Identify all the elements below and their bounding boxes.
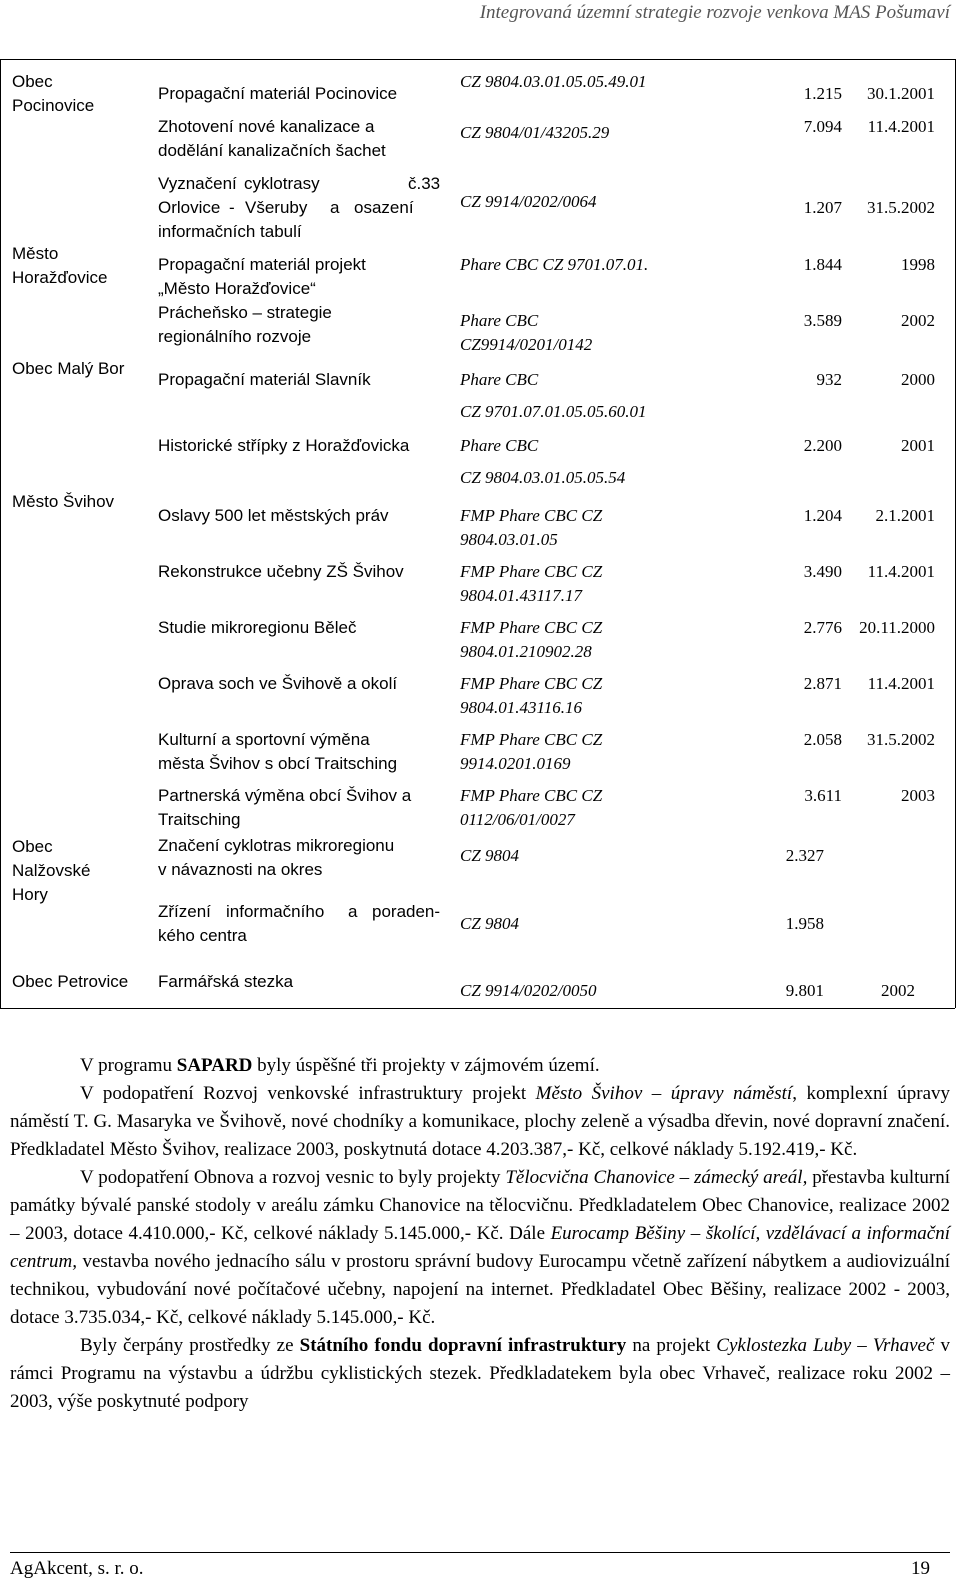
project-name: Propagační materiál projekt xyxy=(158,255,366,274)
project-name: poraden- xyxy=(372,902,441,921)
paragraph: V podopatření Obnova a rozvoj vesnic to byly projekty Tělocvična Chanovice – zámecký areál, přestavba kulturní památky bývalé panské stodoly v areálu zámku Chanovice na tělocvičnu. Předkladatelem Obec Chanovice, realizace 2002 – 2003, dotace 4.410.000,- Kč, celkové náklady 5.145.000,- Kč. Dále Eurocamp Běšiny – školící, vzdělávací a informační centrum, vestavba nového jednacího sálu v prostoru správní budovy Eurocampu včetně zařízení nábytkem a audiovizuální technikou, vybudování nové počítačové učebny, napojení na internet. Předkladatel Obec Běšiny, realizace 2002 - 2003, dotace 3.735.034,- Kč, celkové náklady 5.145.000,- Kč. xyxy=(10,1167,951,1328)
project-name: Oprava soch ve Švihově a okolí xyxy=(158,674,398,693)
project-name: a xyxy=(348,902,358,921)
project-date: 2002 xyxy=(881,981,915,1000)
project-code: Phare CBC xyxy=(460,311,539,330)
project-value: 2.776 xyxy=(803,618,842,637)
project-code: CZ 9914/0202/0064 xyxy=(460,192,597,211)
municipality: Obec xyxy=(12,72,53,91)
project-name: v návaznosti na okres xyxy=(158,860,323,879)
project-value: 3.611 xyxy=(804,786,842,805)
table-bottom-border xyxy=(0,1008,955,1009)
project-value: 1.204 xyxy=(803,506,842,525)
project-value: 1.207 xyxy=(803,198,842,217)
project-name: Zřízení xyxy=(158,902,211,921)
project-name: Propagační materiál Slavník xyxy=(158,370,371,389)
municipality: Obec Petrovice xyxy=(12,972,129,991)
municipality: Hory xyxy=(12,885,48,904)
project-name: Orlovice xyxy=(158,198,221,217)
project-code: CZ 9804 xyxy=(460,914,520,933)
municipality: Město xyxy=(12,244,59,263)
project-date: 2.1.2001 xyxy=(875,506,935,525)
project-code: Phare CBC xyxy=(460,436,539,455)
municipality: Nalžovské xyxy=(12,861,91,880)
body-text xyxy=(10,1052,950,1416)
project-code: CZ 9804.03.01.05.05.54 xyxy=(460,468,626,487)
project-name: Prácheňsko – strategie xyxy=(158,303,332,322)
project-date: 31.5.2002 xyxy=(867,730,935,749)
project-value: 932 xyxy=(816,370,842,389)
project-name: Rekonstrukce učebny ZŠ Švihov xyxy=(158,562,404,581)
project-code: CZ 9804.03.01.05.05.49.01 xyxy=(460,72,647,91)
project-code: FMP Phare CBC CZ xyxy=(460,506,603,525)
municipality: Pocinovice xyxy=(12,96,95,115)
project-code: 0112/06/01/0027 xyxy=(460,810,575,829)
project-value: 1.958 xyxy=(785,914,824,933)
project-code: FMP Phare CBC CZ xyxy=(460,730,603,749)
project-name: - xyxy=(229,198,235,217)
project-name: Historické střípky z Horažďovicka xyxy=(158,436,410,455)
project-value: 3.589 xyxy=(803,311,842,330)
footer-rule xyxy=(10,1552,950,1553)
project-value: 2.871 xyxy=(803,674,842,693)
project-value: 9.801 xyxy=(785,981,824,1000)
municipality: Horažďovice xyxy=(12,268,108,287)
project-name: regionálního rozvoje xyxy=(158,327,312,346)
project-code: 9804.03.01.05 xyxy=(460,530,558,549)
paragraph: V programu SAPARD byly úspěšné tři projekty v zájmovém území. xyxy=(80,1055,600,1076)
project-name: Všeruby xyxy=(245,198,308,217)
project-name: kého centra xyxy=(158,926,247,945)
project-name: Oslavy 500 let městských práv xyxy=(158,506,389,525)
project-code: CZ 9914/0202/0050 xyxy=(460,981,597,1000)
project-code: 9804.01.43117.17 xyxy=(460,586,582,605)
project-code: CZ 9701.07.01.05.05.60.01 xyxy=(460,402,647,421)
project-code: Phare CBC xyxy=(460,370,539,389)
project-date: 11.4.2001 xyxy=(867,562,935,581)
project-name: a xyxy=(330,198,340,217)
project-value: 2.058 xyxy=(803,730,842,749)
project-date: 2003 xyxy=(901,786,935,805)
project-name: informačního xyxy=(226,902,325,921)
project-date: 31.5.2002 xyxy=(867,198,935,217)
project-name: Značení cyklotras mikroregionu xyxy=(158,836,395,855)
project-name: „Město Horažďovice“ xyxy=(158,279,316,298)
municipality: Obec xyxy=(12,837,53,856)
project-name: Kulturní a sportovní výměna xyxy=(158,730,370,749)
project-date: 2000 xyxy=(901,370,935,389)
project-value: 1.844 xyxy=(803,255,842,274)
project-code: Phare CBC CZ 9701.07.01. xyxy=(460,255,649,274)
project-code: CZ 9804 xyxy=(460,846,520,865)
project-value: 3.490 xyxy=(803,562,842,581)
project-code: FMP Phare CBC CZ xyxy=(460,562,603,581)
project-name: cyklotrasy xyxy=(244,174,320,193)
project-code: 9804.01.43116.16 xyxy=(460,698,582,717)
project-name: dodělání kanalizačních šachet xyxy=(158,141,386,160)
paragraph: Byly čerpány prostředky ze Státního fondu dopravní infrastruktury na projekt Cyklostezka Luby – Vrhaveč v rámci Programu na výstavbu a údržbu cyklistických stezek. Předkladatekem byla obec Vrhaveč, realizace roku 2002 – 2003, výše poskytnuté podpory xyxy=(10,1335,951,1412)
project-value: 7.094 xyxy=(803,117,842,136)
project-name: Studie mikroregionu Běleč xyxy=(158,618,357,637)
project-name: Propagační materiál Pocinovice xyxy=(158,84,398,103)
municipality: Obec Malý Bor xyxy=(12,359,125,378)
project-code: CZ 9804/01/43205.29 xyxy=(460,123,610,142)
page-number: 19 xyxy=(911,1558,930,1579)
project-date: 30.1.2001 xyxy=(867,84,935,103)
project-date: 2002 xyxy=(901,311,935,330)
project-date: 11.4.2001 xyxy=(867,117,935,136)
page-header: Integrovaná územní strategie rozvoje venkova MAS Pošumaví xyxy=(479,2,950,23)
project-name: č.33 xyxy=(408,174,441,193)
project-code: 9914.0201.0169 xyxy=(460,754,571,773)
footer-company: AgAkcent, s. r. o. xyxy=(10,1558,144,1579)
project-date: 2001 xyxy=(901,436,935,455)
project-date: 20.11.2000 xyxy=(859,618,935,637)
municipality: Město Švihov xyxy=(12,492,115,511)
project-name: osazení xyxy=(354,198,414,217)
project-name: Zhotovení nové kanalizace a xyxy=(158,117,375,136)
project-name: Vyznačení xyxy=(158,174,237,193)
project-name: Partnerská výměna obcí Švihov a xyxy=(158,786,412,805)
project-code: FMP Phare CBC CZ xyxy=(460,786,603,805)
project-name: informačních tabulí xyxy=(158,222,302,241)
project-code: CZ9914/0201/0142 xyxy=(460,335,593,354)
table-left-border xyxy=(0,59,1,1008)
paragraph: V podopatření Rozvoj venkovské infrastruktury projekt Město Švihov – úpravy náměstí, komplexní úpravy náměstí T. G. Masaryka ve Švihově, nové chodníky a komunikace, plochy zeleně a výsadba dřevin, nové dopravní značení. Předkladatel Město Švihov, realizace 2003, poskytnutá dotace 4.203.387,- Kč, celkové náklady 5.192.419,- Kč. xyxy=(10,1083,950,1160)
project-value: 2.200 xyxy=(803,436,842,455)
project-code: FMP Phare CBC CZ xyxy=(460,618,603,637)
table-right-border xyxy=(955,59,956,1008)
project-value: 2.327 xyxy=(785,846,824,865)
project-date: 1998 xyxy=(901,255,935,274)
project-name: města Švihov s obcí Traitsching xyxy=(158,754,398,773)
project-code: 9804.01.210902.28 xyxy=(460,642,592,661)
project-name: Farmářská stezka xyxy=(158,972,294,991)
project-date: 11.4.2001 xyxy=(867,674,935,693)
project-name: Traitsching xyxy=(158,810,241,829)
project-value: 1.215 xyxy=(803,84,842,103)
project-code: FMP Phare CBC CZ xyxy=(460,674,603,693)
table-top-border xyxy=(0,59,955,60)
